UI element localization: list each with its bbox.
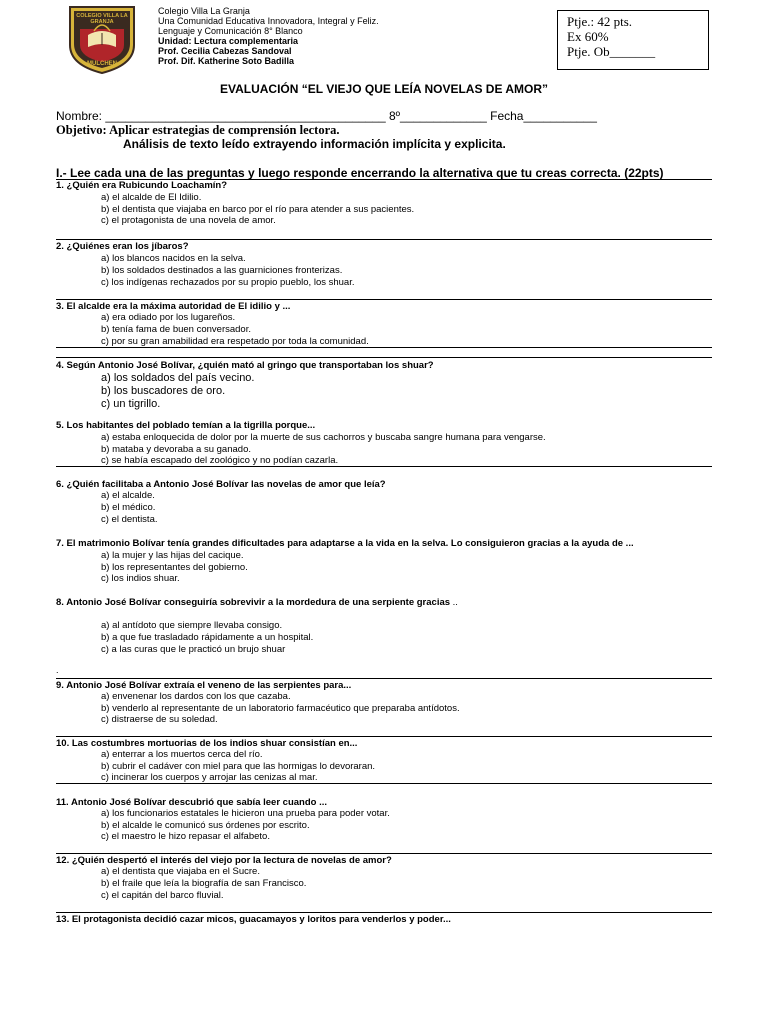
option-7a: a) la mujer y las hijas del cacique. [101,550,244,561]
page-title: EVALUACIÓN “EL VIEJO QUE LEÍA NOVELAS DE AMOR” [219,82,549,96]
option-11a: a) los funcionarios estatales le hicieron una prueba para poder votar. [101,808,390,819]
unit-line: Unidad: Lectura complementaria [158,36,299,46]
score-total: Ptje.: 42 pts. [567,14,633,29]
question-2: 2. ¿Quiénes eran los jíbaros? [56,241,189,252]
school-info [158,6,379,66]
option-1b: b) el dentista que viajaba en barco por el río para atender a sus pacientes. [101,204,415,215]
option-9b: b) venderlo al representante de un laboratorio farmacéutico que preparaba antídotos. [101,703,460,714]
option-3a: a) era odiado por los lugareños. [101,312,236,323]
question-5: 5. Los habitantes del poblado temían a la tigrilla porque... [56,420,316,431]
divider [56,299,712,300]
teacher-dif-line: Prof. Dif. Katherine Soto Badilla [158,56,295,66]
question-8 [56,597,458,608]
divider [56,912,712,913]
divider [56,783,712,784]
divider [56,239,712,240]
score-obtained: Ptje. Ob_______ [567,44,656,59]
divider [56,466,712,467]
option-6c: c) el dentista. [101,514,158,525]
option-8a: a) al antídoto que siempre llevaba consigo. [101,620,283,631]
option-9a: a) envenenar los dardos con los que cazaba. [101,691,291,702]
score-box [557,10,709,70]
option-1a: a) el alcalde de El Idilio. [101,192,202,203]
option-10c: c) incinerar los cuerpos y arrojar las cenizas al mar. [101,772,318,783]
objective-line-1: Objetivo: Aplicar estrategias de comprensión lectora. [56,123,340,137]
option-12b: b) el fraile que leía la biografía de san Francisco. [101,878,307,889]
option-11c: c) el maestro le hizo repasar el alfabeto. [101,831,270,842]
school-logo [66,5,138,75]
question-8-suffix: .. [450,597,458,608]
divider [56,347,712,348]
option-12c: c) el capitán del barco fluvial. [101,890,224,901]
question-4: 4. Según Antonio José Bolívar, ¿quién mató al gringo que transportaban los shuar? [56,360,434,371]
option-6a: a) el alcalde. [101,490,155,501]
logo-text-top: COLEGIO VILLA LA GRANJA [76,13,128,25]
score-requirement: Ex 60% [567,29,609,44]
option-4c: c) un tigrillo. [101,398,161,410]
divider [56,678,712,679]
option-11b: b) el alcalde le comunicó sus órdenes por escrito. [101,820,310,831]
option-5b: b) mataba y devoraba a su ganado. [101,444,251,455]
option-1c: c) el protagonista de una novela de amor. [101,215,276,226]
question-11: 11. Antonio José Bolívar descubrió que sabía leer cuando ... [56,797,328,808]
objective-line-2: Análisis de texto leído extrayendo información implícita y explicita. [123,137,506,151]
option-7b: b) los representantes del gobierno. [101,562,248,573]
option-4b: b) los buscadores de oro. [101,385,226,397]
option-10a: a) enterrar a los muertos cerca del río. [101,749,263,760]
question-7: 7. El matrimonio Bolívar tenía grandes dificultades para adaptarse a la vida en la selva. Lo consiguieron gracias a la ayuda de ... [56,538,634,549]
option-8b: b) a que fue trasladado rápidamente a un hospital. [101,632,314,643]
stray-dot: . [56,665,59,675]
option-10b: b) cubrir el cadáver con miel para que las hormigas lo devoraran. [101,761,376,772]
instructions: I.- Lee cada una de las preguntas y luego responde encerrando la alternativa que tu creas correcta. (22pts) [56,166,664,180]
option-7c: c) los indios shuar. [101,573,180,584]
option-5a: a) estaba enloquecida de dolor por la muerte de sus cachorros y buscaba sangre humana para vengarse. [101,432,546,443]
logo-text-bottom: MULCHEN [87,61,117,67]
option-4a: a) los soldados del país vecino. [101,372,255,384]
subject-line: Lenguaje y Comunicación 8° Blanco [158,26,303,36]
option-9c: c) distraerse de su soledad. [101,714,218,725]
question-12: 12. ¿Quién despertó el interés del viejo por la lectura de novelas de amor? [56,855,392,866]
question-1: 1. ¿Quién era Rubicundo Loachamín? [56,180,228,191]
school-name: Colegio Villa La Granja [158,6,250,16]
question-3: 3. El alcalde era la máxima autoridad de El idilio y ... [56,301,291,312]
option-12a: a) el dentista que viajaba en el Sucre. [101,866,260,877]
option-6b: b) el médico. [101,502,156,513]
option-3b: b) tenía fama de buen conversador. [101,324,251,335]
question-9: 9. Antonio José Bolívar extraía el veneno de las serpientes para... [56,680,352,691]
divider [56,736,712,737]
question-8-text: 8. Antonio José Bolívar conseguiría sobrevivir a la mordedura de una serpiente gracias [56,597,451,608]
question-6: 6. ¿Quién facilitaba a Antonio José Bolívar las novelas de amor que leía? [56,479,386,490]
option-2a: a) los blancos nacidos en la selva. [101,253,246,264]
option-2b: b) los soldados destinados a las guarniciones fronterizas. [101,265,343,276]
teacher-line: Prof. Cecilia Cabezas Sandoval [158,46,292,56]
school-motto: Una Comunidad Educativa Innovadora, Integral y Feliz. [158,16,379,26]
divider [56,853,712,854]
option-8c: c) a las curas que le practicó un brujo shuar [101,644,286,655]
option-3c: c) por su gran amabilidad era respetado por toda la comunidad. [101,336,369,347]
option-5c: c) se había escapado del zoológico y no podían cazarla. [101,455,339,466]
question-13: 13. El protagonista decidió cazar micos, guacamayos y loritos para venderlos y poder... [56,914,451,925]
question-10: 10. Las costumbres mortuorias de los indios shuar consistían en... [56,738,358,749]
name-date-line: Nombre: __________________________________________ 8º_____________ Fecha___________ [56,109,597,123]
divider [56,357,712,358]
option-2c: c) los indígenas rechazados por su propio pueblo, los shuar. [101,277,355,288]
